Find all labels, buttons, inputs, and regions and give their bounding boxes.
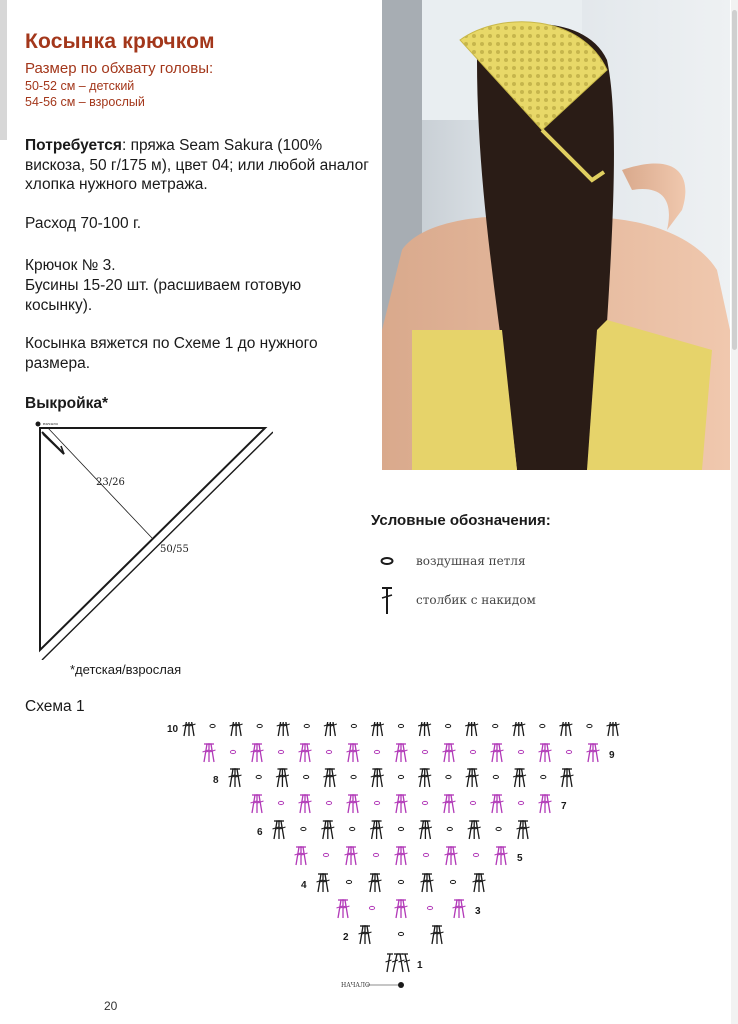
double-crochet-stitch: [252, 795, 255, 813]
double-crochet-stitch: [454, 900, 457, 918]
chain-stitch: [256, 775, 261, 778]
double-crochet-stitch: [595, 744, 598, 762]
model-photo: [382, 0, 730, 470]
double-crochet-stitch: [547, 795, 550, 813]
double-crochet-stitch: [403, 795, 406, 813]
double-crochet-stitch: [252, 744, 255, 762]
double-crochet-stitch: [588, 744, 591, 762]
chain-stitch: [518, 801, 523, 804]
pattern-footnote: *детская/взрослая: [70, 662, 182, 677]
double-crochet-stitch: [396, 847, 399, 865]
double-crochet-stitch: [451, 795, 454, 813]
double-crochet-stitch: [300, 795, 303, 813]
double-crochet-stitch: [307, 795, 310, 813]
chain-stitch: [374, 750, 379, 753]
row-label: 10: [167, 724, 179, 735]
pattern-start-label: начало: [43, 421, 59, 426]
double-crochet-stitch: [237, 769, 240, 787]
crochet-chart: [160, 722, 630, 994]
double-crochet-stitch: [393, 954, 397, 972]
double-crochet-stitch: [346, 847, 349, 865]
chain-stitch: [493, 775, 498, 778]
size-adult: 54-56 см – взрослый: [25, 95, 145, 109]
chain-stitch: [450, 880, 455, 883]
scheme-heading: Схема 1: [25, 698, 85, 715]
double-crochet-stitch: [427, 722, 430, 736]
double-crochet-stitch: [370, 874, 373, 892]
double-crochet-stitch: [403, 847, 406, 865]
double-crochet-stitch: [325, 874, 328, 892]
double-crochet-stitch: [355, 744, 358, 762]
row-label: 9: [609, 750, 615, 761]
chain-stitch: [373, 853, 378, 856]
row-label: 7: [561, 801, 567, 812]
double-crochet-stitch: [403, 744, 406, 762]
pattern-triangle: [40, 428, 265, 650]
double-crochet-stitch: [474, 874, 477, 892]
double-crochet-stitch: [379, 821, 382, 839]
double-crochet-icon: [372, 585, 402, 615]
double-crochet-stitch: [330, 821, 333, 839]
pattern-heading: Выкройка*: [25, 395, 109, 412]
size-child: 50-52 см – детский: [25, 79, 135, 93]
double-crochet-stitch: [379, 722, 382, 736]
chain-stitch: [493, 724, 498, 727]
double-crochet-stitch: [420, 821, 423, 839]
double-crochet-stitch: [444, 795, 447, 813]
double-crochet-stitch: [372, 722, 375, 736]
chain-stitch: [470, 801, 475, 804]
legend-label-chain: воздушная петля: [416, 554, 526, 568]
double-crochet-stitch: [467, 769, 470, 787]
page-title: Косынка крючком: [25, 30, 215, 53]
start-point: [398, 982, 404, 988]
legend-item-chain: [372, 549, 526, 573]
double-crochet-stitch: [446, 847, 449, 865]
chain-stitch: [323, 853, 328, 856]
double-crochet-stitch: [332, 722, 335, 736]
row-label: 2: [343, 932, 349, 943]
double-crochet-stitch: [348, 744, 351, 762]
double-crochet-stitch: [422, 874, 425, 892]
double-crochet-stitch: [521, 722, 524, 736]
chain-stitch: [566, 750, 571, 753]
double-crochet-stitch: [569, 769, 572, 787]
double-crochet-stitch: [400, 954, 403, 972]
chain-stitch: [257, 724, 262, 727]
double-crochet-stitch: [503, 847, 506, 865]
double-crochet-stitch: [296, 847, 299, 865]
double-crochet-stitch: [474, 769, 477, 787]
chain-stitch: [351, 775, 356, 778]
chain-stitch: [301, 827, 306, 830]
double-crochet-stitch: [499, 744, 502, 762]
double-crochet-stitch: [300, 744, 303, 762]
chain-stitch: [427, 906, 432, 909]
double-crochet-stitch: [211, 744, 214, 762]
chain-stitch: [422, 801, 427, 804]
double-crochet-stitch: [396, 744, 399, 762]
double-crochet-stitch: [379, 769, 382, 787]
double-crochet-stitch: [461, 900, 464, 918]
double-crochet-stitch: [338, 900, 341, 918]
chain-stitch: [398, 724, 403, 727]
double-crochet-stitch: [405, 954, 409, 972]
double-crochet-stitch: [303, 847, 306, 865]
double-crochet-stitch: [439, 926, 442, 944]
pattern-arrow-shaft: [42, 432, 64, 454]
double-crochet-stitch: [403, 900, 406, 918]
double-crochet-stitch: [499, 795, 502, 813]
chain-stitch: [470, 750, 475, 753]
pattern-height-label: 23/26: [96, 477, 125, 488]
pattern-diagram: [28, 418, 273, 660]
row-label: 4: [301, 880, 307, 891]
double-crochet-stitch: [568, 722, 571, 736]
chain-stitch-icon: [372, 556, 402, 566]
double-crochet-stitch: [230, 769, 233, 787]
double-crochet-stitch: [396, 900, 399, 918]
scrollbar-thumb[interactable]: [732, 10, 737, 350]
chain-stitch: [350, 827, 355, 830]
double-crochet-stitch: [525, 821, 528, 839]
double-crochet-stitch: [353, 847, 356, 865]
chain-stitch: [540, 724, 545, 727]
double-crochet-stitch: [323, 821, 326, 839]
double-crochet-stitch: [481, 874, 484, 892]
double-crochet-stitch: [332, 769, 335, 787]
chain-stitch: [473, 853, 478, 856]
double-crochet-stitch: [318, 874, 321, 892]
double-crochet-stitch: [518, 821, 521, 839]
size-heading: Размер по обхвату головы:: [25, 60, 214, 77]
double-crochet-stitch: [345, 900, 348, 918]
double-crochet-stitch: [396, 795, 399, 813]
materials-paragraph: [25, 136, 370, 195]
double-crochet-stitch: [377, 874, 380, 892]
double-crochet-stitch: [467, 722, 470, 736]
chain-stitch: [326, 801, 331, 804]
page-edge-bar: [0, 0, 7, 140]
chain-stitch: [326, 750, 331, 753]
double-crochet-stitch: [496, 847, 499, 865]
double-crochet-stitch: [515, 769, 518, 787]
double-crochet-stitch: [278, 722, 281, 736]
chain-stitch: [278, 750, 283, 753]
start-label: НАЧАЛО: [341, 982, 370, 989]
double-crochet-stitch: [360, 926, 363, 944]
double-crochet-stitch: [238, 722, 241, 736]
chain-stitch: [398, 827, 403, 830]
chain-stitch: [351, 724, 356, 727]
chain-stitch: [398, 775, 403, 778]
chain-stitch: [398, 880, 403, 883]
double-crochet-stitch: [429, 874, 432, 892]
double-crochet-stitch: [367, 926, 370, 944]
double-crochet-stitch: [420, 722, 423, 736]
chain-stitch: [278, 801, 283, 804]
double-crochet-stitch: [476, 821, 479, 839]
double-crochet-stitch: [469, 821, 472, 839]
double-crochet-stitch: [372, 769, 375, 787]
chain-stitch: [446, 724, 451, 727]
materials-text: : пряжа Seam Sakura (100% вискоза, 50 г/175 м), цвет 04; или любой аналог хлопка нужного метража.: [25, 137, 369, 193]
chain-stitch: [447, 827, 452, 830]
double-crochet-stitch: [608, 722, 611, 736]
row-label: 3: [475, 906, 481, 917]
beads-info: Бусины 15-20 шт. (расшиваем готовую косынку).: [25, 277, 302, 314]
double-crochet-stitch: [492, 744, 495, 762]
double-crochet-stitch: [372, 821, 375, 839]
chain-stitch: [422, 750, 427, 753]
row-label: 5: [517, 853, 523, 864]
double-crochet-stitch: [562, 769, 565, 787]
hook-size: Крючок № 3.: [25, 257, 116, 274]
double-crochet-stitch: [204, 744, 207, 762]
double-crochet-stitch: [474, 722, 477, 736]
chain-stitch: [423, 853, 428, 856]
chain-stitch: [518, 750, 523, 753]
legend-item-double-crochet: [372, 588, 536, 612]
double-crochet-stitch: [348, 795, 351, 813]
double-crochet-stitch: [231, 722, 234, 736]
chain-stitch: [230, 750, 235, 753]
double-crochet-stitch: [427, 821, 430, 839]
double-crochet-stitch: [277, 769, 280, 787]
double-crochet-stitch: [427, 769, 430, 787]
double-crochet-stitch: [522, 769, 525, 787]
double-crochet-stitch: [355, 795, 358, 813]
double-crochet-stitch: [387, 954, 390, 972]
double-crochet-stitch: [540, 744, 543, 762]
double-crochet-stitch: [184, 722, 187, 736]
double-crochet-stitch: [615, 722, 618, 736]
double-crochet-stitch: [420, 769, 423, 787]
chain-stitch: [398, 932, 403, 935]
double-crochet-stitch: [325, 722, 328, 736]
double-crochet-stitch: [540, 795, 543, 813]
double-crochet-stitch: [325, 769, 328, 787]
knitting-note: Косынка вяжется по Схеме 1 до нужного размера.: [25, 335, 318, 372]
double-crochet-stitch: [561, 722, 564, 736]
legend-label-double-crochet: столбик с накидом: [416, 593, 536, 607]
row-label: 6: [257, 827, 263, 838]
row-label: 1: [417, 960, 423, 971]
chain-stitch: [346, 880, 351, 883]
chain-stitch: [369, 906, 374, 909]
double-crochet-stitch: [444, 744, 447, 762]
pattern-start-dot: [36, 422, 41, 427]
double-crochet-stitch: [259, 744, 262, 762]
double-crochet-stitch: [547, 744, 550, 762]
double-crochet-stitch: [514, 722, 517, 736]
double-crochet-stitch: [492, 795, 495, 813]
chain-stitch: [446, 775, 451, 778]
double-crochet-stitch: [285, 722, 288, 736]
photo-top: [412, 330, 517, 470]
double-crochet-stitch: [259, 795, 262, 813]
page-number: 20: [104, 999, 118, 1013]
double-crochet-stitch: [307, 744, 310, 762]
chain-stitch: [541, 775, 546, 778]
row-label: 8: [213, 775, 219, 786]
pattern-base-line: [42, 432, 273, 660]
double-crochet-stitch: [432, 926, 435, 944]
chain-stitch: [304, 724, 309, 727]
chain-stitch: [496, 827, 501, 830]
double-crochet-stitch: [191, 722, 194, 736]
double-crochet-stitch: [284, 769, 287, 787]
legend-title: Условные обозначения:: [371, 512, 551, 529]
double-crochet-stitch: [451, 744, 454, 762]
yarn-consumption: Расход 70-100 г.: [25, 215, 142, 232]
chain-stitch: [587, 724, 592, 727]
double-crochet-stitch: [453, 847, 456, 865]
double-crochet-stitch: [281, 821, 284, 839]
chain-stitch: [304, 775, 309, 778]
materials-label: Потребуется: [25, 137, 122, 154]
chain-stitch: [210, 724, 215, 727]
scrollbar[interactable]: [731, 0, 738, 1024]
pattern-base-label: 50/55: [160, 544, 189, 555]
chain-stitch: [374, 801, 379, 804]
double-crochet-stitch: [274, 821, 277, 839]
